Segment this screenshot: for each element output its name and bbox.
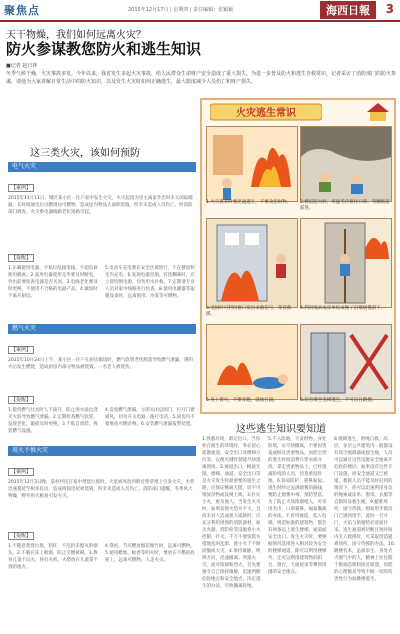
panel-caption: 2.楼道起火时，用湿毛巾捂住口鼻，弯腰低姿前进。 [300, 200, 390, 211]
banner-text: 火灾逃生常识 [236, 108, 296, 119]
warning-text: 1.使用燃气灶具时人不离开，防止汤水溢出浇灭火焰导致燃气泄漏。2.定期检查燃气软管，发现老化、破损及时更换。3.不私自改装、拆装燃气设施。 [8, 408, 98, 434]
illustration-panel [300, 218, 392, 308]
illustration-panel [300, 324, 392, 400]
case-block [8, 336, 196, 384]
panel-caption: 3.受困时可利用窗口发出求救信号，等待救援。 [206, 306, 292, 317]
warning-block [8, 522, 196, 630]
case-label: 【案例】 [8, 468, 34, 476]
panel-caption: 1.火灾袭来时要迅速逃生，不要贪恋财物。 [206, 200, 292, 205]
category-header: 燃气火灾 [8, 324, 196, 334]
case-block [8, 174, 196, 242]
case-text: 2015年10月24日上午，某小区一住户在厨房做饭时，燃气软管老化脱落导致燃气泄漏，遇明火后发生燃烧，造成厨房内部分物品被烧毁，一名老人被烧伤。 [8, 358, 193, 370]
subtitle: 天干物燥，我们如何远离火灾？ [6, 30, 146, 41]
illustration-panel [300, 126, 392, 202]
warning-text: 1.正确使用电器，不私拉乱接电线，不超负荷使用插座。2.家用电器使用完毕要及时断电，外出前要检查电器是否关闭。3.电线老化要及时更换，不使用不合格的电器产品。4.做饭时不离开厨房。 [8, 266, 98, 299]
case-block [8, 458, 196, 518]
illustration-panel [206, 324, 298, 400]
warning-label: 【提醒】 [8, 396, 34, 404]
category-header: 电气火灾 [8, 162, 196, 172]
warning-text: 4.发现燃气泄漏，立即关闭总阀门，打开门窗通风，切勿开关电器、拨打电话。5.厨房内不要堆放可燃杂物。6.安装燃气泄漏报警装置。 [105, 408, 195, 427]
warning-text: 5.电动车充电要在安全区域进行，不在楼道和室内充电。6.发现电器冒烟、有焦糊味时，应立即切断电源，切勿用水扑救。7.定期请专业人员对家中线路进行检查。8.使用电暖器等取暖设备时，远离窗帘、沙发等可燃物。 [105, 266, 195, 299]
article-column: 1.熟悉环境，暗记出口。当你处在陌生的环境时，务必留心疏散通道、安全出口及楼梯方位等，以便关键时刻能尽快逃离现场。2.通道出口，畅通无阻。楼梯、通道、安全出口等是火灾发生时最重要的逃生之路，应保证畅通无阻，切不可堆放杂物或设闸上锁。3.扑灭小火，惠及他人。当发生火灾时，如果发现火势并不大，且尚未对人造成很大威胁时，应充分利用周围的消防器材，如灭火器、消防栓等设施将小火控制、扑灭，千万不要惊慌失措地乱叫乱窜，置小火于不顾而酿成大灾。4.保持镇静，明辨方向，迅速撤离。突遇火灾，面对浓烟和烈火，首先要强令自己保持镇静，迅速判断危险地点和安全地点，决定逃生的办法，尽快撤离险地。 [202, 437, 261, 589]
illustration-panel [206, 218, 298, 308]
illustration-banner [210, 102, 322, 122]
house-icon [366, 102, 390, 122]
right-section-title: 这些逃生知识要知道 [236, 424, 326, 435]
warning-text: 4.祭祀、节庆燃放烟花爆竹时，远离可燃物。5.使用蜡烛、蚊香等明火时，要放在不燃的底座上，远离可燃物，人走火灭。 [105, 544, 195, 563]
illustration-panel [206, 126, 298, 202]
left-section-title: 这三类火灾，该如何预防 [30, 148, 140, 159]
panel-caption: 4.利用绳索或床单结成绳子沿墙缓慢滑下。 [300, 306, 386, 311]
case-text: 2015年11月11日，城区某小区一住户家中发生火灾，火灾起因为房主离家外出时未关闭取暖器，长时间通电后引燃周边可燃物，造成屋内物品大面积烧毁，所幸未造成人员伤亡。经消防部门调查，火灾系电器线路老化短路引起。 [8, 196, 193, 215]
byline: ■记者 赵日林 [6, 63, 38, 69]
article-column: 5.不入险地，不贪财物。身处险境，应尽快撤离，不要因害羞或顾及贵重物品，而把宝贵的逃生时间浪费在穿衣或寻找、拿走贵重物品上。已经逃离险境的人员，切莫重返险地。6.简易防护，蒙鼻匍匐。逃生时经过充满烟雾的路线，要防止烟雾中毒、预防窒息。为了防止火场浓烟呛入，可采用毛巾、口罩蒙鼻，匍匐撤离的办法。7.善用通道，莫入电梯。规范标准的建筑物，都会有两条以上逃生楼梯、通道或安全出口。发生火灾时，要根据情况选择进入相对较为安全的楼梯通道。除可以利用楼梯外，还可以利用建筑物的阳台、窗台、天面屋顶等攀到周围的安全地点。 [268, 437, 327, 575]
case-label: 【案例】 [8, 346, 34, 354]
article-column: 8.缓降逃生，滑绳自救。高层、多层公共建筑内一般都设有高空缓降器或救生绳，人员可以通过这些设施安全地离开危险的楼层。如果没有这些专门设施，而安全通道又已被堵，救援人员不能及时赶到的情况下，你可以迅速利用身边的绳索或床单、窗帘、衣服等自制简易救生绳。9.避难场所，固守待援。假如用手摸房门已感到烫手，此时一旦开门，火焰与浓烟势必迎面扑来。逃生通道被切断且短时间内无人救援时，可采取创造避难场所、固守待援的办法。10.跳楼有术，虽损求生。身处火灾烟气中的人，精神上往往陷于极端恐怖和接近崩溃，惊慌的心理极易导致不顾一切的伤害性行为如跳楼逃生。 [334, 437, 396, 582]
panel-caption: 5.身上着火，不要奔跑，就地打滚。 [206, 398, 278, 403]
panel-caption: 6.切勿乘坐电梯逃生，不可盲目跳楼。 [300, 398, 377, 403]
page-number: 3 [385, 2, 394, 16]
page-title: 防火参谋教您防火和逃生知识 [6, 40, 202, 58]
warning-label: 【提醒】 [8, 254, 34, 262]
case-text: 2015年12月3日晚，某村村民在家中焚烧垃圾时，火星被风吹到附近柴草堆上引发火灾，火势迅速蔓延至相邻民房，造成两间房屋被烧毁，所幸未造成人员伤亡。消防部门提醒，冬季风大物燥，野外用火极易引发火灾。 [8, 480, 195, 499]
category-header: 用火不慎火灾 [8, 446, 196, 456]
warning-block [8, 244, 196, 312]
lede-paragraph: 冬季气候干燥，火灾事故多发。今年以来，我省发生多起火灾事故，给人民群众生命财产安全造成了重大损失。为进一步普及防火和逃生自救常识，记者采访了消防部门的防火参谋，请他为大家讲解日常生活中的防火知识，以及发生火灾时如何正确逃生，最大限度减少人员伤亡和财产损失。 [6, 71, 397, 85]
warning-block [8, 386, 196, 438]
section-name: 聚焦点 [4, 4, 40, 17]
warning-label: 【提醒】 [8, 532, 34, 540]
dateline: 2015年12月17日 | 星期四 | 责任编辑：张颖颖 [128, 7, 234, 13]
warning-text: 1.不随意焚烧垃圾、秸秆，不乱扔未熄灭的烟头。2.不躺在床上吸烟，防止引燃被褥。3.教育儿童不玩火，将打火机、火柴放在儿童拿不到的地方。 [8, 544, 98, 570]
case-label: 【案例】 [8, 184, 34, 192]
newspaper-logo: 海西日報 [320, 1, 376, 19]
escape-knowledge-text [202, 436, 396, 630]
